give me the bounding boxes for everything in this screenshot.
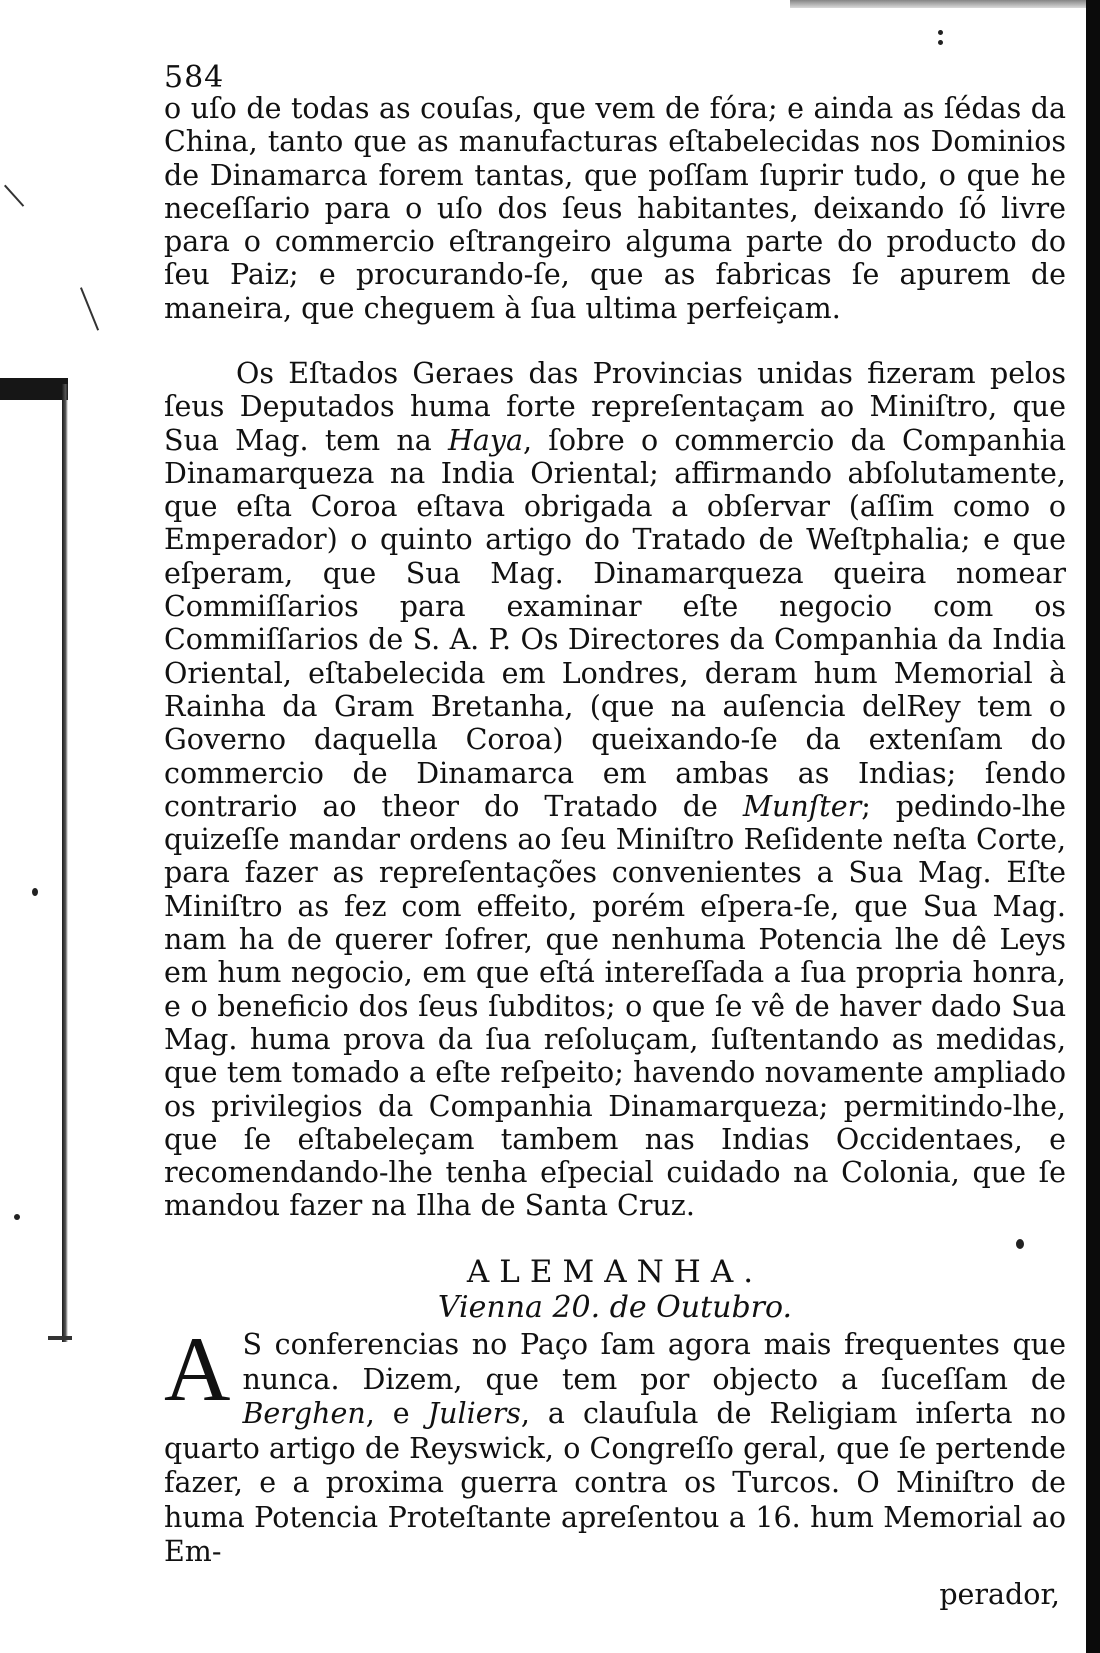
binding-margin-tick	[48, 1336, 72, 1340]
text-run: ; pedindo-lhe quizeſſe mandar ordens ao ſeu Miniſtro Reſidente neſta Corte, para fazer as repreſentações convenientes a Sua Mag. Eſte Miniſtro as fez com effeito, porém eſpera-ſe, que Sua Mag. nam ha de querer ſofrer, que nenhuma Potencia lhe dê Leys em hum negocio, em que eſtá intereſſada a ſua propria honra, e o beneficio dos ſeus ſubditos; o que ſe vê de haver dado Sua Mag. huma prova da ſua reſoluçam, ſuſtentando as medidas, que tem tomado a eſte reſpeito; havendo novamente ampliado os privilegios da Companhia Dinamarqueza; permitindo-lhe, que ſe eſtabeleçam tambem nas Indias Occidentaes, e recomendando-lhe tenha eſpecial cuidado na Colonia, que ſe mandou fazer na Ilha de Santa Cruz.	[164, 789, 1066, 1223]
paragraph-estados-gerais	[164, 357, 1066, 1223]
catchword: perador,	[939, 1578, 1060, 1611]
scan-edge-right	[1086, 0, 1100, 1653]
place-name-munster: Munſter	[742, 789, 862, 823]
scan-edge-top	[790, 0, 1086, 8]
margin-scratch	[80, 287, 99, 330]
section-heading: ALEMANHA.	[466, 1254, 764, 1290]
text-run: , ſobre o commercio da Companhia Dinamarqueza na India Oriental; affirmando abſolutamente, que eſta Coroa eſtava obrigada a obſervar (aſſim como o Emperador) o quinto artigo do Tratado de Weſtphalia; e que eſperam, que Sua Mag. Dinamarqueza queira nomear Commiſſarios para examinar eſte negocio com os Commiſſarios de S. A. P. Os Directores da Companhia da India Oriental, eſtabelecida em Londres, deram hum Memorial à Rainha da Gram Bretanha, (que na auſencia delRey tem o Governo daquella Coroa) queixando-ſe da extenſam do commercio de Dinamarca em ambas as Indias; ſendo contrario ao theor do Tratado de	[164, 423, 1066, 823]
text-run: , a clauſula de Religiam inſerta no quarto artigo de Reyswick, o Congreſſo geral, que ſe pertende fazer, e a proxima guerra contra os Turcos. O Miniſtro de huma Potencia Proteſtante apreſentou a 16. hum Memorial ao Em-	[164, 1397, 1066, 1568]
paragraph-estados-text	[164, 357, 1066, 1223]
ink-speck	[1016, 1239, 1024, 1249]
binding-shadow	[0, 378, 68, 400]
paragraph-continued-text: o uſo de todas as couſas, que vem de fóra; e ainda as ſédas da China, tanto que as manufacturas eſtabelecidas nos Dominios de Dinamarca forem tantas, que poſſam ſuprir tudo, o que he neceſſario para o uſo dos ſeus habitantes, deixando ſó livre para o commercio eſtrangeiro alguma parte do producto do ſeu Paiz; e procurando-ſe, que as fabricas ſe apurem de maneira, que cheguem à ſua ultima perfeiçam.	[164, 92, 1066, 325]
paragraph-continued	[164, 92, 1066, 325]
text-run: S conferencias no Paço ſam agora mais frequentes que nunca. Dizem, que tem por objecto a ſuceſſam de	[242, 1328, 1066, 1396]
ink-speck	[32, 888, 38, 896]
page-number: 584	[164, 60, 225, 95]
paragraph-vienna	[164, 1318, 1066, 1570]
dateline: Vienna 20. de Outubro.	[437, 1290, 793, 1325]
text-run: Os Eſtados Geraes das Provincias unidas fizeram pelos ſeus Deputados huma forte repreſentaçam ao Miniſtro, que Sua Mag. tem na	[164, 357, 1066, 457]
place-name-berghen: Berghen	[242, 1397, 366, 1430]
place-name-juliers: Juliers	[427, 1397, 521, 1430]
text-run: , e	[365, 1397, 410, 1430]
binding-margin-line	[62, 384, 68, 1342]
ink-speck	[938, 40, 943, 45]
drop-cap: A	[164, 1318, 231, 1420]
ink-speck	[14, 1214, 20, 1220]
ink-speck	[938, 30, 943, 35]
place-name-haya: Haya	[448, 423, 523, 457]
margin-scratch	[4, 185, 24, 207]
